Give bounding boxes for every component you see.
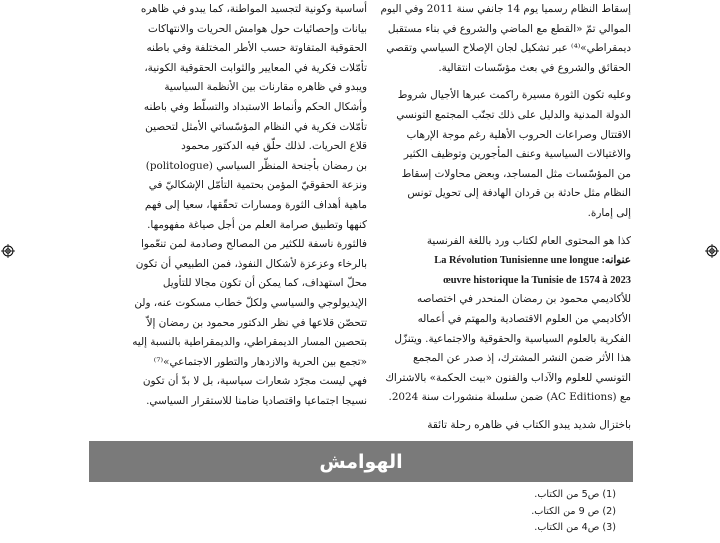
text-line: الحقائق والشروع في بعث مؤسّسات انتقالية. [438,61,631,74]
text-line: ماهية أهداف الثورة ومسارات تحقّقها، سعيا إلى فهم [144,198,367,211]
book-title-line: œuvre historique la Tunisie de 1574 à 2023 [443,274,631,286]
text-line: وأشكال الحكم وأنماط الاستبداد والتسلّط وفي باطنه [143,100,367,113]
text-line: الحقوقية المتفاوتة حسب الأطر المختلفة وفي باطنه [146,42,367,55]
text-line: تأمّلات فكرية في المعايير والثوابت الحقوقية الكونية، [144,61,367,74]
text-line: قلاع الحريات. لذلك حلّق فيه الدكتور محمود [181,140,367,153]
text-line: تتحصّن قلاعها في نظر الدكتور محمود بن رمضان إلاّ [146,316,367,329]
text-line: الموالي تمّ «القطع مع الماضي والشروع في بناء مستقبل [387,22,631,35]
text-line: الاقتتال وصراعات الحروب الأهلية رغم موجة الإرهاب [406,128,631,141]
text-line: فهي ليست مجرّد شعارات سياسية، بل لا بدّ أن تكون [142,375,367,388]
left-column [105,0,367,437]
text-line: بتحصين المسار الديمقراطي، والديمقراطية بالنسبة إليه [132,336,367,349]
paragraph-gap [369,224,631,232]
book-title-line: عنوانه: La Révolution Tunisienne une longue [434,255,631,267]
text-line: كنهها وتطبيق صرامة العلم من أجل صياغة مفهومها. [147,218,367,231]
text-line: تأمّلات فكرية في النظام المؤسّساتي الأمثل لتحصين [145,120,367,133]
text-line: ديمقراطي»⁽⁴⁾ عبر تشكيل لجان الإصلاح السياسي وتقصي [386,42,631,55]
paragraph-gap [369,408,631,416]
text-line: نسيجا اجتماعيا واقتصاديا ضامنا للاستقرار السياسي. [146,394,367,407]
footnotes-list [420,487,616,537]
text-line: فالثورة ناسفة للكثير من المصالح وصادمة لمن تنعّموا [140,238,367,251]
text-line: الإيديولوجي والسياسي ولكلّ خطاب مسكوت عنه، ولن [134,296,367,309]
text-line: الفكرية بالعلوم السياسية والحقوقية والاجتماعية. ويتنزّل [394,332,631,345]
text-line: التونسي للعلوم والآداب والفنون «بيت الحكمة» بالاشتراك [385,371,631,384]
text-line: وعليه تكون الثورة مسيرة راكمت عبرها الأجيال شروط [397,89,631,102]
text-line: مع (AC Editions) ضمن سلسلة منشورات سنة 2024. [388,391,631,404]
text-line: من المؤسّسات مثل المساجد، وبعض محاولات إسقاط [401,167,631,180]
footnotes-banner [89,441,633,482]
text-line: ويبدو في ظاهره مقارنات بين الأنظمة السياسية [164,81,367,94]
right-column [369,0,631,437]
text-line: بيانات وإحصائيات حول هوامش الحريات والانتهاكات [148,22,367,35]
text-line: إسقاط النظام رسميا يوم 14 جانفي سنة 2011 وفي اليوم [380,3,631,15]
text-line: ونزعة الحقوقيّ المؤمن بحتمية التأمّل الإشكاليّ في [148,179,367,192]
footnote-item: (1) ص5 من الكتاب. [534,489,616,500]
text-line: هذا الأثر ضمن النشر المشترك، إذ صدر عن المجمع [413,352,631,365]
footnote-item: (3) ص4 من الكتاب. [534,522,616,534]
text-line: إلى إمارة. [587,206,631,219]
registration-mark-icon [1,244,15,258]
text-line: والاغتيالات السياسية وعنف المأجورين وتوظيف الكثير [403,148,631,161]
text-line: كذا هو المحتوى العام لكتاب ورد باللغة الفرنسية [426,234,631,247]
text-line: أساسية وكونية لتجسيد المواطنة، كما يبدو في ظاهره [140,3,367,15]
footnotes-heading: الهوامش [319,450,403,473]
text-line: «تجمع بين الحرية والازدهار والتطور الاجتماعي»⁽⁷⁾ [153,355,367,368]
text-line: محلّ استهداف، كما يمكن أن تكون مجالا للتأويل [162,277,367,290]
registration-mark-icon [705,244,719,258]
paragraph-gap [369,78,631,86]
text-line: للأكاديمي محمود بن رمضان المنحدر في اختصاصه [417,293,631,306]
text-line: بالرخاء وعزعزة لأشكال النفوذ، فمن الطبيعي أن تكون [135,257,367,270]
text-line: الأكاديمي من العلوم الاقتصادية والمهتم في أعماله [417,312,631,325]
footnote-item: (2) ص 9 من الكتاب. [531,505,616,517]
text-line: النظام مثل حادثة بن قردان الهادفة إلى تحويل تونس [407,187,631,200]
text-line: باختزال شديد يبدو الكتاب في ظاهره رحلة تائقة [427,418,631,431]
text-line: الدولة المدنية والدليل على ذلك تجنّب المجتمع التونسي [396,108,631,121]
text-line: بن رمضان بأجنحة المنظّر السياسي (politologue) [145,159,367,172]
